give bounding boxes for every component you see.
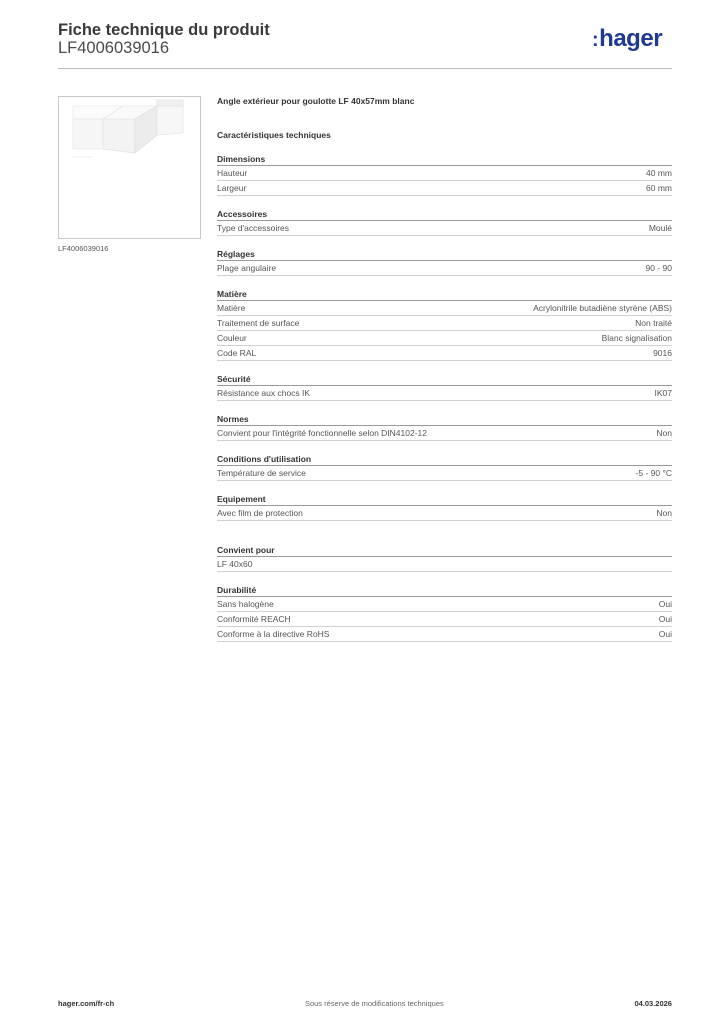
group-accessoires: [217, 208, 672, 236]
product-reference: LF4006039016: [58, 39, 170, 57]
spec-value: 90 - 90: [645, 263, 672, 273]
spec-row: [217, 612, 672, 627]
spec-value: Acrylonitrile butadiène styrène (ABS): [533, 303, 672, 313]
group-title: Matière: [217, 288, 672, 301]
spec-value: 40 mm: [646, 168, 672, 178]
spec-label: Plage angulaire: [217, 263, 277, 273]
header-divider: [58, 68, 672, 69]
spec-label: Largeur: [217, 183, 247, 193]
product-image: [58, 96, 201, 239]
spec-value: Oui: [658, 629, 672, 639]
spec-label: Avec film de protection: [217, 508, 303, 518]
spec-value: Oui: [658, 614, 672, 624]
group-conditions-utilisation: [217, 453, 672, 481]
spec-row: [217, 316, 672, 331]
spec-row: [217, 181, 672, 196]
group-title: Conditions d'utilisation: [217, 453, 672, 466]
group-dimensions: [217, 153, 672, 196]
spec-value: -5 - 90 °C: [635, 468, 672, 478]
group-convient-pour: [217, 544, 672, 572]
spec-row: [217, 506, 672, 521]
spec-label: Résistance aux chocs IK: [217, 388, 311, 398]
group-title: Durabilité: [217, 584, 672, 597]
page-title: Fiche technique du produit: [58, 21, 270, 39]
characteristics-heading: Caractéristiques techniques: [217, 130, 331, 140]
product-name: Angle extérieur pour goulotte LF 40x57mm blanc: [217, 96, 415, 106]
group-durabilite: [217, 584, 672, 642]
spec-label: Couleur: [217, 333, 247, 343]
spec-row: [217, 346, 672, 361]
page-footer: [58, 999, 672, 1008]
spec-value: IK07: [654, 388, 672, 398]
group-title: Sécurité: [217, 373, 672, 386]
footer-date: 04.03.2026: [634, 999, 672, 1008]
group-title: Normes: [217, 413, 672, 426]
spec-value: Non: [656, 508, 672, 518]
spec-label: Hauteur: [217, 168, 248, 178]
spec-row: [217, 557, 672, 572]
logo-text: hager: [599, 25, 663, 52]
spec-value: 60 mm: [646, 183, 672, 193]
spec-label: Convient pour l'intégrité fonctionnelle selon DIN4102-12: [217, 428, 428, 438]
group-normes: [217, 413, 672, 441]
spec-row: [217, 166, 672, 181]
hager-logo: [592, 27, 662, 51]
spec-label: Température de service: [217, 468, 306, 478]
logo-prefix: :: [592, 29, 599, 51]
spec-value: Oui: [658, 599, 672, 609]
spec-row: [217, 627, 672, 642]
group-matiere: [217, 288, 672, 361]
product-details: [217, 96, 672, 642]
spec-label: Type d'accessoires: [217, 223, 290, 233]
spec-row: [217, 466, 672, 481]
spec-row: [217, 386, 672, 401]
product-image-caption: LF4006039016: [58, 244, 109, 253]
spec-row: [217, 597, 672, 612]
group-title: Dimensions: [217, 153, 672, 166]
spec-row: [217, 301, 672, 316]
spec-label: Conformité REACH: [217, 614, 291, 624]
spec-label: Sans halogène: [217, 599, 274, 609]
group-title: Equipement: [217, 493, 672, 506]
spec-row: [217, 221, 672, 236]
spec-label: Conforme à la directive RoHS: [217, 629, 330, 639]
product-photo-icon: [59, 97, 200, 238]
spec-value: Moulé: [648, 223, 672, 233]
group-title: Accessoires: [217, 208, 672, 221]
spec-row: [217, 261, 672, 276]
group-title: Réglages: [217, 248, 672, 261]
spec-value: Non: [656, 428, 672, 438]
spec-label: Code RAL: [217, 348, 257, 358]
group-reglages: [217, 248, 672, 276]
spec-row: [217, 331, 672, 346]
group-securite: [217, 373, 672, 401]
footer-notice: Sous réserve de modifications techniques: [304, 999, 444, 1008]
footer-website-link[interactable]: hager.com/fr-ch: [58, 999, 115, 1008]
spec-row: [217, 426, 672, 441]
group-title: Convient pour: [217, 544, 672, 557]
spec-value: 9016: [653, 348, 672, 358]
group-equipement: [217, 493, 672, 521]
spec-value: Blanc signalisation: [601, 333, 672, 343]
spec-value: Non traité: [635, 318, 672, 328]
spec-label: LF 40x60: [217, 559, 253, 569]
spec-label: Traitement de surface: [217, 318, 300, 328]
spec-label: Matière: [217, 303, 246, 313]
